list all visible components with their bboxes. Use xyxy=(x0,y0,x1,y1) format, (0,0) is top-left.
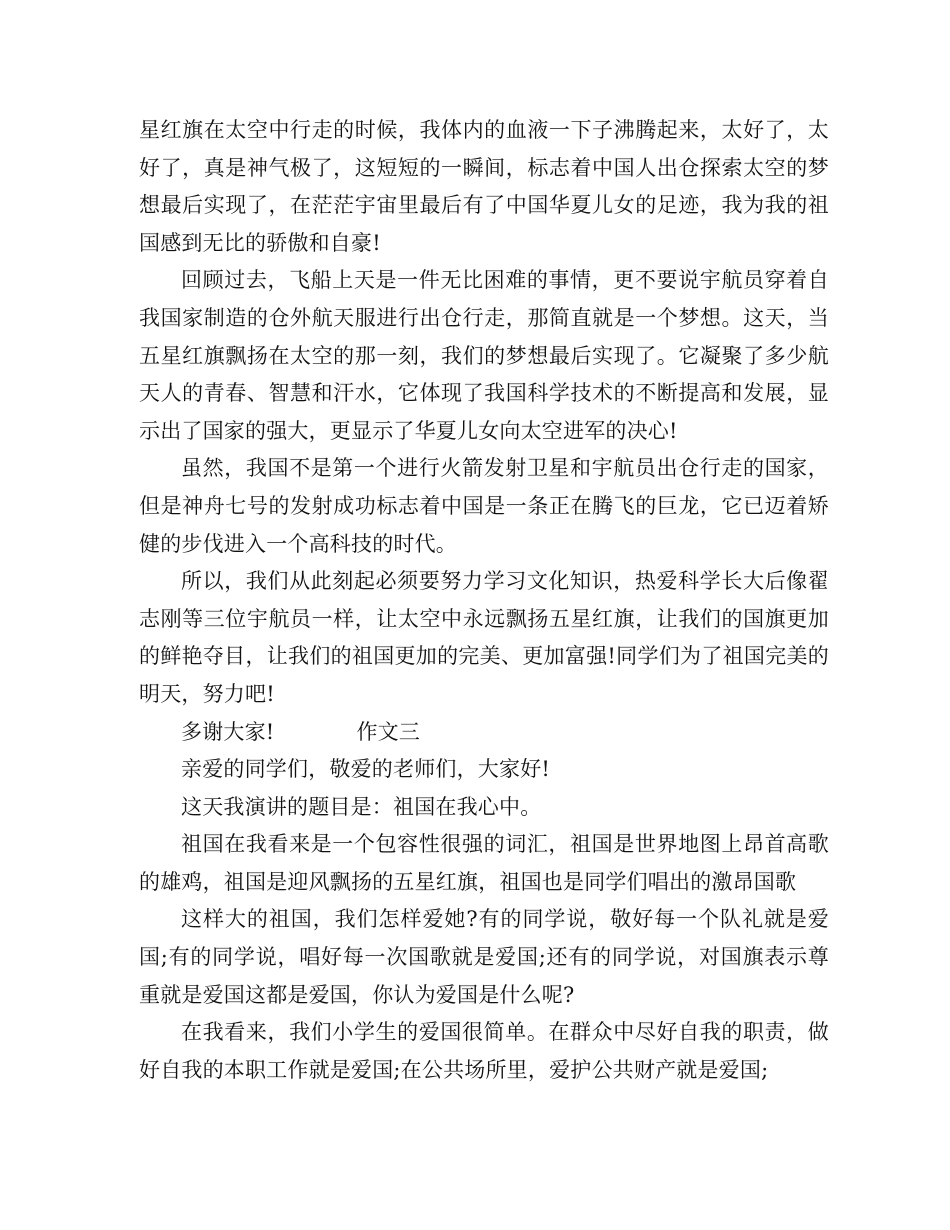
paragraph: 祖国在我看来是一个包容性很强的词汇，祖国是世界地图上昂首高歌的雄鸡，祖国是迎风飘扬的五星红旗，祖国也是同学们唱出的激昂国歌 xyxy=(139,832,829,894)
thanks-line xyxy=(139,714,829,752)
paragraph: 在我看来，我们小学生的爱国很简单。在群众中尽好自我的职责，做好自我的本职工作就是爱国;在公共场所里，爱护公共财产就是爱国; xyxy=(139,1020,829,1082)
paragraph: 所以，我们从此刻起必须要努力学习文化知识，热爱科学长大后像翟志刚等三位宇航员一样，让太空中永远飘扬五星红旗，让我们的国旗更加的鲜艳夺目，让我们的祖国更加的完美、更加富强!同学们为了祖国完美的明天，努力吧! xyxy=(139,569,829,706)
paragraph: 这样大的祖国，我们怎样爱她?有的同学说，敬好每一个队礼就是爱国;有的同学说，唱好每一次国歌就是爱国;还有的同学说，对国旗表示尊重就是爱国这都是爱国，你认为爱国是什么呢? xyxy=(139,907,829,1007)
thanks-text: 多谢大家! xyxy=(181,719,275,744)
essay-title: 作文三 xyxy=(356,719,421,744)
document-body xyxy=(139,112,829,1089)
paragraph: 虽然，我国不是第一个进行火箭发射卫星和宇航员出仓行走的国家，但是神舟七号的发射成功标志着中国是一条正在腾飞的巨龙，它已迈着矫健的步伐进入一个高科技的时代。 xyxy=(139,456,829,556)
greeting: 亲爱的同学们，敬爱的老师们，大家好! xyxy=(181,757,551,782)
speech-topic: 这天我演讲的题目是：祖国在我心中。 xyxy=(181,794,542,819)
paragraph-continued: 星红旗在太空中行走的时候，我体内的血液一下子沸腾起来，太好了，太好了，真是神气极了，这短短的一瞬间，标志着中国人出仓探索太空的梦想最后实现了，在茫茫宇宙里最后有了中国华夏儿女的足迹，我为我的祖国感到无比的骄傲和自豪! xyxy=(139,118,829,255)
paragraph: 回顾过去，飞船上天是一件无比困难的事情，更不要说宇航员穿着自我国家制造的仓外航天服进行出仓行走，那简直就是一个梦想。这天，当五星红旗飘扬在太空的那一刻，我们的梦想最后实现了。它凝聚了多少航天人的青春、智慧和汗水，它体现了我国科学技术的不断提高和发展，显示出了国家的强大，更显示了华夏儿女向太空进军的决心! xyxy=(139,268,829,443)
